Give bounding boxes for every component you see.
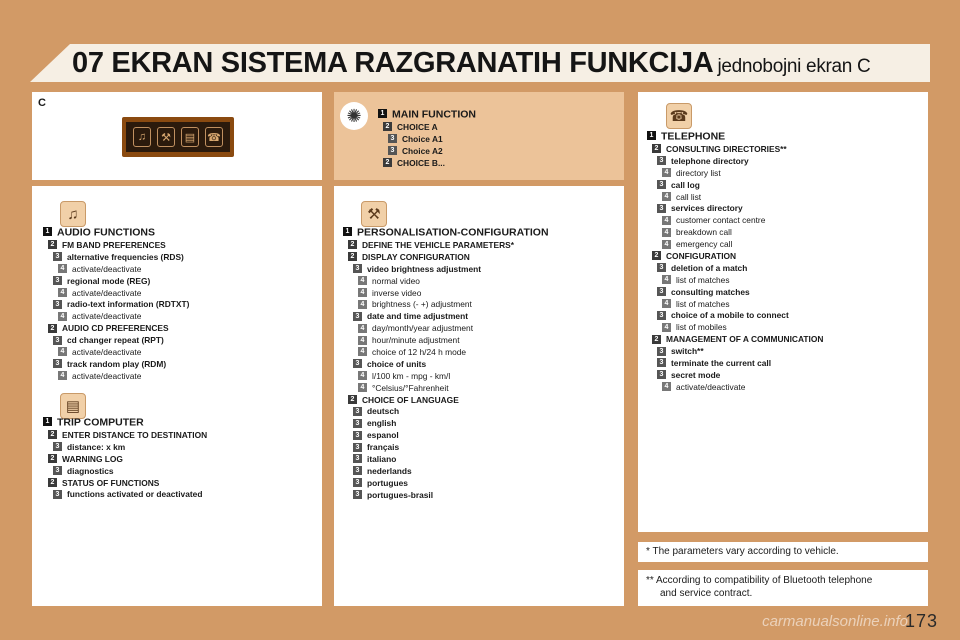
item-label: deutsch	[367, 406, 400, 417]
level-badge: 1	[343, 227, 352, 236]
level-badge: 3	[657, 204, 666, 213]
item-label: WARNING LOG	[62, 453, 123, 464]
item-label: telephone directory	[671, 155, 749, 166]
item-label: PERSONALISATION-CONFIGURATION	[357, 226, 549, 239]
level-badge: 3	[53, 336, 62, 345]
item-label: alternative frequencies (RDS)	[67, 251, 184, 262]
level-badge: 3	[53, 300, 62, 309]
audio-item	[43, 225, 189, 240]
item-label: video brightness adjustment	[367, 263, 482, 274]
item-label: secret mode	[671, 369, 721, 380]
level-badge: 3	[388, 134, 397, 143]
level-badge: 3	[657, 370, 666, 379]
item-label: list of matches	[676, 274, 730, 285]
item-label: CONFIGURATION	[666, 251, 737, 262]
level-badge: 4	[358, 276, 367, 285]
item-label: brightness (- +) adjustment	[372, 299, 472, 310]
audio-item	[43, 264, 189, 276]
level-badge: 4	[662, 228, 671, 237]
item-label: espanol	[367, 430, 399, 441]
item-label: choice of 12 h/24 h mode	[372, 347, 467, 358]
footnote-bluetooth	[638, 570, 928, 606]
item-label: english	[367, 418, 397, 429]
item-label: STATUS OF FUNCTIONS	[62, 477, 160, 488]
footnote-text: ** According to compatibility of Bluetooth telephone	[646, 575, 873, 586]
telephone-item	[647, 358, 823, 370]
item-label: deletion of a match	[671, 262, 748, 273]
level-badge: 3	[353, 490, 362, 499]
personalisation-item	[343, 478, 549, 490]
personalisation-item	[343, 383, 549, 395]
legend-item	[378, 107, 476, 122]
item-label: CONSULTING DIRECTORIES**	[666, 144, 787, 154]
level-badge: 3	[53, 359, 62, 368]
personalisation-item	[343, 442, 549, 454]
telephone-item	[647, 346, 823, 358]
item-label: CHOICE A	[397, 122, 438, 132]
telephone-item	[647, 129, 823, 144]
level-badge: 3	[53, 252, 62, 261]
personalisation-item	[343, 359, 549, 371]
personalisation-item	[343, 406, 549, 418]
trip-item	[43, 466, 207, 478]
level-badge: 2	[48, 454, 57, 463]
page-title: 07 EKRAN SISTEMA RAZGRANATIH FUNKCIJA jednobojni ekran C	[72, 47, 871, 79]
item-label: inverse video	[372, 287, 422, 298]
level-badge: 2	[48, 478, 57, 487]
telephone-item	[647, 287, 823, 299]
telephone-item	[647, 299, 823, 311]
screen-label: C	[38, 97, 46, 109]
level-badge: 3	[657, 156, 666, 165]
level-badge: 4	[358, 383, 367, 392]
level-badge: 3	[353, 264, 362, 273]
level-badge: 4	[58, 288, 67, 297]
telephone-item	[647, 203, 823, 215]
telephone-item	[647, 168, 823, 180]
audio-tree	[43, 225, 189, 383]
level-badge: 3	[353, 478, 362, 487]
level-badge: 4	[662, 192, 671, 201]
level-badge: 4	[58, 371, 67, 380]
page-number: 173	[904, 611, 938, 631]
item-label: activate/deactivate	[72, 311, 142, 322]
level-badge: 3	[657, 180, 666, 189]
level-badge: 4	[662, 299, 671, 308]
item-label: AUDIO CD PREFERENCES	[62, 323, 169, 334]
trip-computer-icon: ▤	[60, 393, 86, 419]
item-label: hour/minute adjustment	[372, 335, 460, 346]
level-badge: 1	[378, 109, 387, 118]
level-badge: 4	[358, 336, 367, 345]
display-screen	[122, 117, 234, 157]
audio-item	[43, 335, 189, 347]
item-label: activate/deactivate	[676, 381, 746, 392]
item-label: distance: x km	[67, 441, 126, 452]
level-badge: 4	[358, 288, 367, 297]
level-badge: 4	[58, 264, 67, 273]
personalisation-tree	[343, 225, 549, 502]
telephone-item	[647, 370, 823, 382]
level-badge: 3	[657, 311, 666, 320]
personalisation-item	[343, 225, 549, 240]
legend-item	[378, 158, 476, 170]
item-label: Choice A2	[402, 145, 443, 156]
level-badge: 2	[348, 395, 357, 404]
telephone-item	[647, 227, 823, 239]
item-label: nederlands	[367, 465, 412, 476]
telephone-item	[647, 239, 823, 251]
telephone-tree	[647, 129, 823, 394]
audio-item	[43, 323, 189, 335]
item-label: ENTER DISTANCE TO DESTINATION	[62, 430, 208, 440]
personalisation-item	[343, 264, 549, 276]
item-label: TELEPHONE	[661, 130, 726, 143]
level-badge: 4	[662, 275, 671, 284]
item-label: AUDIO FUNCTIONS	[57, 226, 155, 239]
level-badge: 4	[358, 324, 367, 333]
level-badge: 4	[58, 312, 67, 321]
level-badge: 3	[353, 359, 362, 368]
legend-tree	[378, 107, 476, 170]
level-badge: 3	[53, 490, 62, 499]
telephone-item	[647, 382, 823, 394]
level-badge: 2	[383, 158, 392, 167]
trip-item	[43, 430, 207, 442]
audio-item	[43, 299, 189, 311]
item-label: normal video	[372, 275, 420, 286]
item-label: radio-text information (RDTXT)	[67, 299, 190, 310]
audio-item	[43, 288, 189, 300]
level-badge: 3	[353, 419, 362, 428]
item-label: day/month/year adjustment	[372, 323, 474, 334]
level-badge: 3	[353, 407, 362, 416]
item-label: functions activated or deactivated	[67, 489, 203, 500]
personalisation-item	[343, 323, 549, 335]
audio-item	[43, 276, 189, 288]
level-badge: 3	[353, 466, 362, 475]
level-badge: 4	[358, 347, 367, 356]
item-label: terminate the current call	[671, 358, 772, 369]
item-label: activate/deactivate	[72, 263, 142, 274]
personalisation-item	[343, 240, 549, 252]
item-label: breakdown call	[676, 227, 732, 238]
item-label: directory list	[676, 167, 721, 178]
phone-icon: ☎	[205, 127, 223, 147]
telephone-item	[647, 215, 823, 227]
trip-item	[43, 454, 207, 466]
item-label: services directory	[671, 203, 743, 214]
level-badge: 3	[388, 146, 397, 155]
level-badge: 4	[662, 240, 671, 249]
footnote-text: * The parameters vary according to vehicle.	[646, 546, 839, 557]
display-lcd	[126, 122, 230, 152]
personalisation-item	[343, 395, 549, 407]
telephone-item	[647, 275, 823, 287]
level-badge: 4	[662, 323, 671, 332]
level-badge: 3	[353, 454, 362, 463]
trip-item	[43, 442, 207, 454]
level-badge: 4	[662, 216, 671, 225]
item-label: Choice A1	[402, 133, 443, 144]
trip-item	[43, 415, 207, 430]
trip-item	[43, 478, 207, 490]
level-badge: 1	[43, 227, 52, 236]
item-label: TRIP COMPUTER	[57, 416, 144, 429]
level-badge: 3	[657, 287, 666, 296]
item-label: list of mobiles	[676, 322, 727, 333]
item-label: l/100 km - mpg - km/l	[372, 370, 451, 381]
audio-item	[43, 252, 189, 264]
audio-item	[43, 347, 189, 359]
footnote-parameters	[638, 542, 928, 562]
legend-item	[378, 146, 476, 158]
item-label: DISPLAY CONFIGURATION	[362, 251, 470, 262]
item-label: list of matches	[676, 298, 730, 309]
personalisation-item	[343, 430, 549, 442]
level-badge: 3	[53, 276, 62, 285]
item-label: activate/deactivate	[72, 347, 142, 358]
level-badge: 2	[652, 251, 661, 260]
audio-item	[43, 240, 189, 252]
telephone-item	[647, 180, 823, 192]
trip-item	[43, 489, 207, 501]
level-badge: 2	[652, 335, 661, 344]
level-badge: 3	[353, 431, 362, 440]
item-label: MANAGEMENT OF A COMMUNICATION	[666, 334, 824, 345]
item-label: DEFINE THE VEHICLE PARAMETERS*	[362, 240, 515, 250]
personalisation-item	[343, 371, 549, 383]
audio-icon: ♫	[60, 201, 86, 227]
tools-icon: ⚒	[361, 201, 387, 227]
item-label: customer contact centre	[676, 215, 766, 226]
telephone-item	[647, 310, 823, 322]
item-label: CHOICE B...	[397, 157, 445, 168]
item-label: consulting matches	[671, 286, 750, 297]
item-label: diagnostics	[67, 465, 114, 476]
telephone-item	[647, 334, 823, 346]
item-label: FM BAND PREFERENCES	[62, 240, 166, 250]
audio-icon: ♫	[133, 127, 151, 147]
level-badge: 2	[383, 122, 392, 131]
personalisation-item	[343, 466, 549, 478]
item-label: call list	[676, 191, 702, 202]
personalisation-item	[343, 252, 549, 264]
level-badge: 3	[657, 358, 666, 367]
item-label: activate/deactivate	[72, 287, 142, 298]
level-badge: 3	[657, 263, 666, 272]
item-label: activate/deactivate	[72, 370, 142, 381]
level-badge: 4	[358, 371, 367, 380]
item-label: italiano	[367, 454, 397, 465]
level-badge: 1	[43, 417, 52, 426]
personalisation-item	[343, 276, 549, 288]
level-badge: 4	[662, 168, 671, 177]
level-badge: 2	[48, 430, 57, 439]
gear-icon: ✺	[340, 102, 368, 130]
personalisation-item	[343, 418, 549, 430]
level-badge: 3	[353, 312, 362, 321]
item-label: MAIN FUNCTION	[392, 108, 476, 121]
level-badge: 3	[53, 466, 62, 475]
trip-tree	[43, 415, 207, 501]
personalisation-item	[343, 288, 549, 300]
item-label: cd changer repeat (RPT)	[67, 335, 164, 346]
telephone-item	[647, 192, 823, 204]
telephone-item	[647, 251, 823, 263]
audio-item	[43, 371, 189, 383]
page-subtitle: jednobojni ekran C	[717, 56, 871, 77]
level-badge: 4	[58, 347, 67, 356]
computer-icon: ▤	[181, 127, 199, 147]
personalisation-item	[343, 490, 549, 502]
item-label: regional mode (REG)	[67, 275, 151, 286]
level-badge: 2	[652, 144, 661, 153]
personalisation-item	[343, 454, 549, 466]
watermark: carmanualsonline.info	[762, 613, 908, 630]
telephone-item	[647, 156, 823, 168]
level-badge: 3	[657, 347, 666, 356]
level-badge: 3	[353, 443, 362, 452]
telephone-item	[647, 144, 823, 156]
item-label: date and time adjustment	[367, 311, 468, 322]
level-badge: 4	[358, 300, 367, 309]
item-label: portugues	[367, 477, 408, 488]
personalisation-item	[343, 311, 549, 323]
item-label: switch**	[671, 346, 704, 357]
telephone-item	[647, 263, 823, 275]
audio-item	[43, 311, 189, 323]
item-label: choice of units	[367, 358, 427, 369]
level-badge: 2	[348, 240, 357, 249]
level-badge: 4	[662, 382, 671, 391]
personalisation-item	[343, 347, 549, 359]
item-label: français	[367, 442, 400, 453]
item-label: °Celsius/°Fahrenheit	[372, 382, 449, 393]
item-label: CHOICE OF LANGUAGE	[362, 394, 459, 405]
phone-icon: ☎	[666, 103, 692, 129]
item-label: track random play (RDM)	[67, 358, 167, 369]
telephone-item	[647, 322, 823, 334]
level-badge: 2	[48, 324, 57, 333]
tools-icon: ⚒	[157, 127, 175, 147]
footnote-text: and service contract.	[660, 588, 753, 599]
level-badge: 1	[647, 131, 656, 140]
item-label: emergency call	[676, 239, 733, 250]
level-badge: 2	[48, 240, 57, 249]
legend-item	[378, 134, 476, 146]
level-badge: 2	[348, 252, 357, 261]
personalisation-item	[343, 335, 549, 347]
audio-item	[43, 359, 189, 371]
legend-item	[378, 122, 476, 134]
item-label: call log	[671, 179, 700, 190]
personalisation-item	[343, 299, 549, 311]
item-label: portugues-brasil	[367, 489, 434, 500]
item-label: choice of a mobile to connect	[671, 310, 789, 321]
level-badge: 3	[53, 442, 62, 451]
